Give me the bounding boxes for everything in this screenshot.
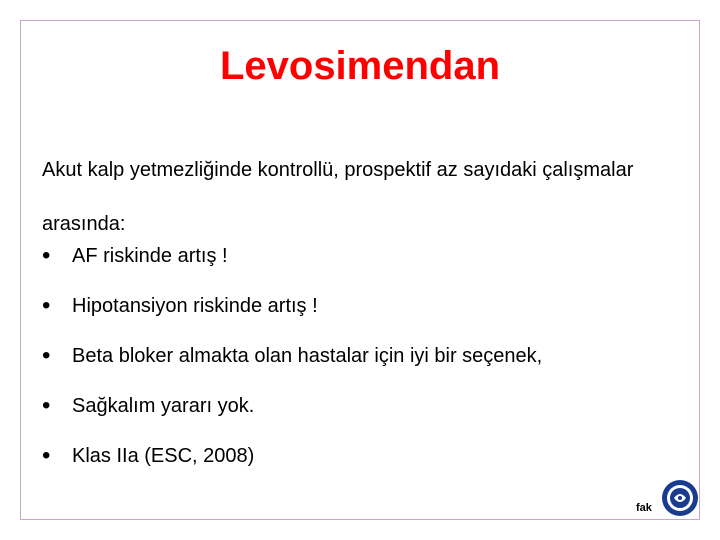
- bullet-text: Sağkalım yararı yok.: [72, 395, 255, 417]
- bullet-text: AF riskinde artış !: [72, 245, 228, 267]
- bullet-item: [42, 230, 542, 280]
- bullet-item: [42, 430, 542, 480]
- bullet-item: [42, 380, 542, 430]
- bullet-dot-icon: •: [42, 392, 51, 419]
- bullet-text: Hipotansiyon riskinde artış !: [72, 295, 318, 317]
- bullet-text: Klas IIa (ESC, 2008): [72, 445, 255, 467]
- bullet-dot-icon: •: [42, 442, 51, 469]
- bullet-text: Beta bloker almakta olan hastalar için iyi bir seçenek,: [72, 345, 543, 367]
- slide-title: Levosimendan: [219, 44, 501, 88]
- bullet-list: [42, 230, 542, 480]
- bullet-item: [42, 280, 542, 330]
- footer-label: fak: [636, 502, 652, 514]
- slide-intro: Akut kalp yetmezliğinde kontrollü, prospektif az sayıdaki çalışmalar arasında:: [42, 159, 634, 235]
- university-seal-icon: [660, 478, 700, 518]
- bullet-dot-icon: •: [42, 242, 51, 269]
- bullet-dot-icon: •: [42, 342, 51, 369]
- bullet-dot-icon: •: [42, 292, 51, 319]
- bullet-item: [42, 330, 542, 380]
